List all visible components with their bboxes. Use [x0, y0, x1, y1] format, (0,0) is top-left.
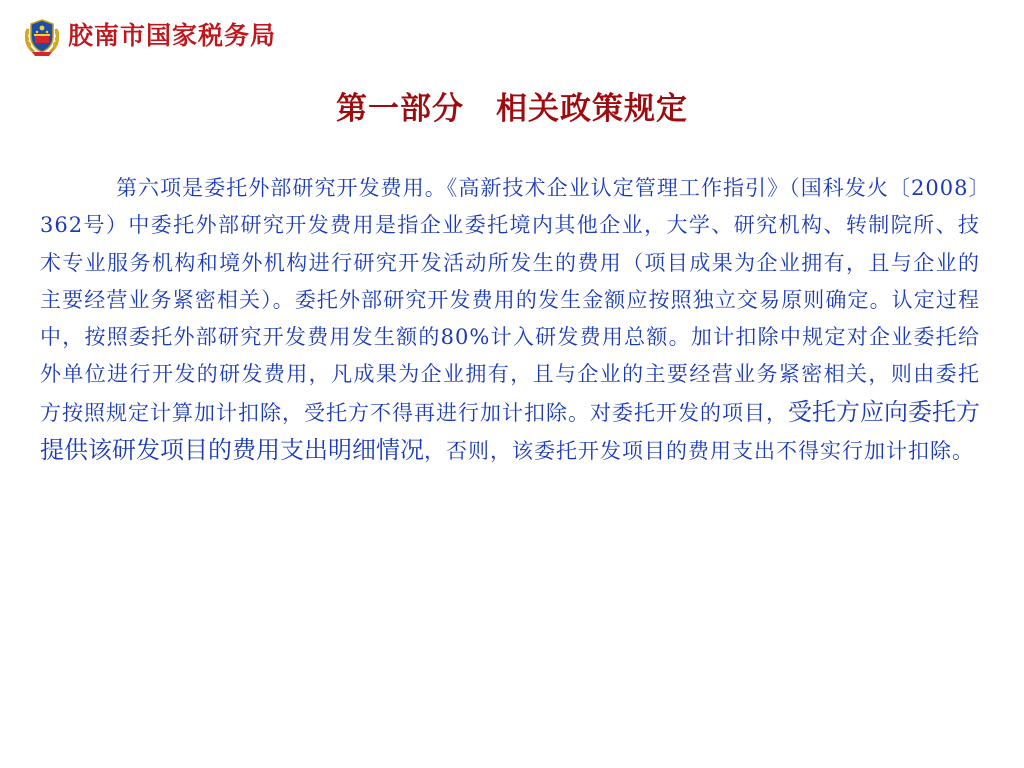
paragraph-emphasis: 受托方应向委托方提供该研发项目的费用支出明细情况	[40, 397, 980, 465]
org-name: 胶南市国家税务局	[68, 21, 277, 50]
policy-paragraph	[40, 170, 980, 470]
header	[22, 14, 276, 58]
paragraph-text-part1: 第六项是委托外部研究开发费用。《高新技术企业认定管理工作指引》（国科发火〔2008〕362号）中委托外部研究开发费用是指企业委托境内其他企业，大学、研究机构、转制院所、技术专业服务机构和境外机构进行研究开发活动所发生的费用（项目成果为企业拥有，且与企业的主要经营业务紧密相关）。委托外部研究开发费用的发生金额应按照独立交易原则确定。认定过程中，按照委托外部研究开发费用发生额的80%计入研发费用总额。加计扣除中规定对企业委托给外单位进行开发的研发费用，凡成果为企业拥有，且与企业的主要经营业务紧密相关，则由委托方按照规定计算加计扣除，受托方不得再进行加计扣除。对委托开发的项目，	[40, 176, 980, 425]
tax-emblem-icon	[22, 15, 62, 57]
paragraph-text-part2: ，否则，该委托开发项目的费用支出不得实行加计扣除。	[424, 439, 974, 464]
slide-title: 第一部分 相关政策规定	[336, 91, 688, 127]
